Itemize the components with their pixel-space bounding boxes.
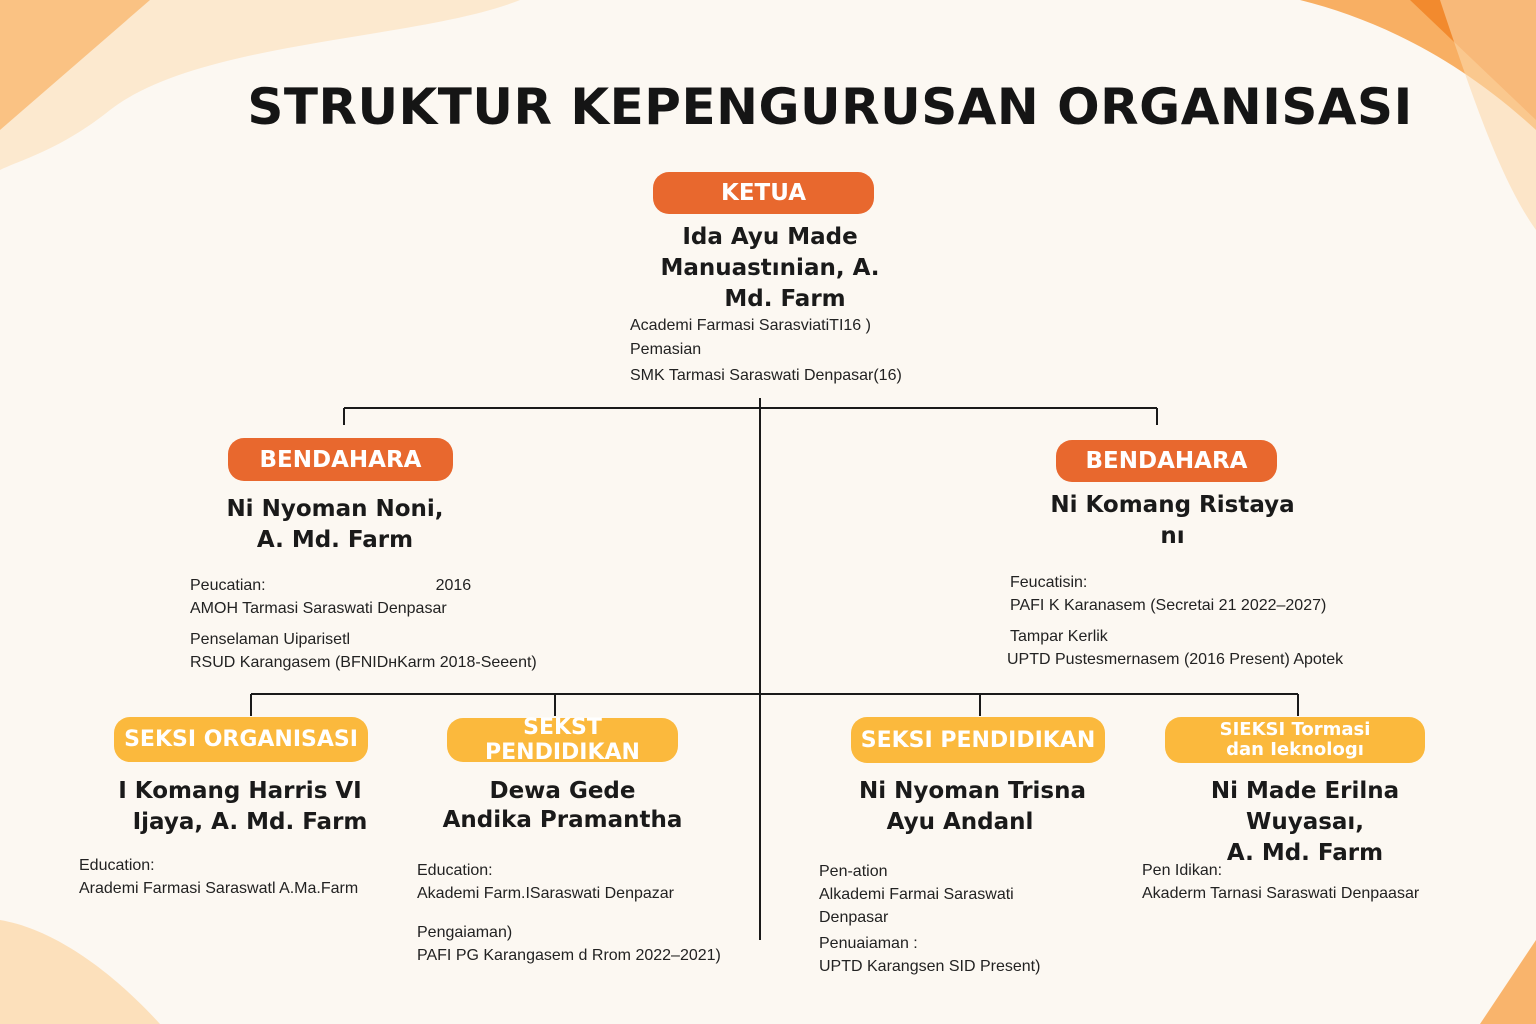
name-line: nı	[1160, 523, 1185, 549]
name-line: I Komang Harris VI	[118, 778, 362, 804]
info-line: Akademi Farm.ISaraswati Denpazar	[417, 885, 674, 902]
info-line: Denpasar	[819, 909, 889, 926]
name-line: Ni Komang Ristaya	[1050, 492, 1295, 518]
info-line: Peucatian:	[190, 577, 266, 594]
info-line: UPTD Karangsen SID Present)	[819, 958, 1041, 975]
seksi-pendidikan-2-name	[830, 776, 1115, 838]
info-line: SMK Tarmasi Saraswati Denpasar(16)	[630, 367, 902, 384]
role-badge-seksi-organisasi: SEKSI ORGANISASI	[114, 717, 368, 762]
name-line: Ayu Andanl	[886, 809, 1034, 835]
info-line: Pen Idikan:	[1142, 862, 1223, 879]
ketua-info	[630, 313, 902, 389]
seksi-organisasi-name	[90, 776, 390, 838]
bendahara-left-info	[190, 574, 537, 674]
role-badge-seksi-pendidikan-2: SEKSI PENDIDIKAN	[851, 717, 1105, 763]
seksi-informasi-teknologi-name	[1150, 776, 1460, 869]
role-badge-ketua: KETUA	[653, 172, 874, 214]
info-line: Pemasian	[630, 341, 702, 358]
role-badge-seksi-informasi-teknologi: SIEKSI Tormasi dan Ieknologı	[1165, 717, 1425, 763]
name-line: Ni Nyoman Noni,	[226, 496, 444, 522]
bendahara-right-name	[1020, 490, 1325, 552]
info-line: AMOH Tarmasi Saraswati Denpasar	[190, 600, 447, 617]
role-badge-bendahara-right: BENDAHARA	[1056, 440, 1277, 482]
info-line: Arademi Farmasi Saraswatl A.Ma.Farm	[79, 880, 359, 897]
role-badge-seksi-pendidikan-1: SEKST PENDIDIKAN	[447, 718, 678, 762]
info-line: Penselaman Uiparisetl	[190, 631, 351, 648]
seksi-pendidikan-2-info	[819, 860, 1040, 978]
info-line: Education:	[79, 857, 155, 874]
info-line: UPTD Pustesmernasem (2016 Present) Apotek	[1007, 651, 1344, 668]
page-title: STRUKTUR KEPENGURUSAN ORGANISASI	[247, 78, 1413, 136]
info-line: Pen-ation	[819, 863, 888, 880]
name-line: A. Md. Farm	[256, 527, 414, 553]
info-line: Akaderm Tarnasi Saraswati Denpaasar	[1142, 885, 1420, 902]
info-year: 2016	[435, 577, 472, 594]
seksi-pendidikan-1-info	[417, 859, 721, 967]
name-line: Dewa Gede	[489, 778, 636, 804]
info-line: Penuaiaman :	[819, 935, 918, 952]
info-line: Alkademi Farmai Saraswati	[819, 886, 1014, 903]
info-line: PAFI K Karanasem (Secretai 21 2022–2027)	[1010, 597, 1327, 614]
info-line: Tampar Kerlik	[1010, 628, 1108, 645]
name-line: Manuastınian, A.	[660, 255, 880, 281]
name-line: Ida Ayu Made	[682, 224, 858, 250]
info-line: Pengaiaman)	[417, 924, 513, 941]
info-line: Academi Farmasi SarasviatiTI16 )	[630, 317, 871, 334]
bendahara-left-name	[180, 494, 490, 556]
info-line: Feucatisin:	[1010, 574, 1088, 591]
name-line: Andika Pramantha	[442, 807, 683, 833]
name-line: Ijaya, A. Md. Farm	[132, 809, 368, 835]
seksi-organisasi-info	[79, 854, 358, 900]
name-line: A. Md. Farm	[1226, 840, 1384, 866]
name-line: Md. Farm	[724, 286, 846, 312]
name-line: Ni Nyoman Trisna	[858, 778, 1087, 804]
role-badge-bendahara-left: BENDAHARA	[228, 438, 453, 481]
seksi-informasi-teknologi-info	[1142, 859, 1419, 905]
info-line: Education:	[417, 862, 493, 879]
info-line: PAFI PG Karangasem d Rrom 2022–2021)	[417, 947, 721, 964]
seksi-pendidikan-1-name	[410, 776, 715, 836]
ketua-name	[600, 222, 940, 315]
name-line: Ni Made Erilna Wuyasaı,	[1210, 778, 1400, 835]
info-line: RSUD Karangasem (BFNIDнKarm 2018-Seeent)	[190, 654, 537, 671]
bendahara-right-info	[1007, 571, 1344, 671]
